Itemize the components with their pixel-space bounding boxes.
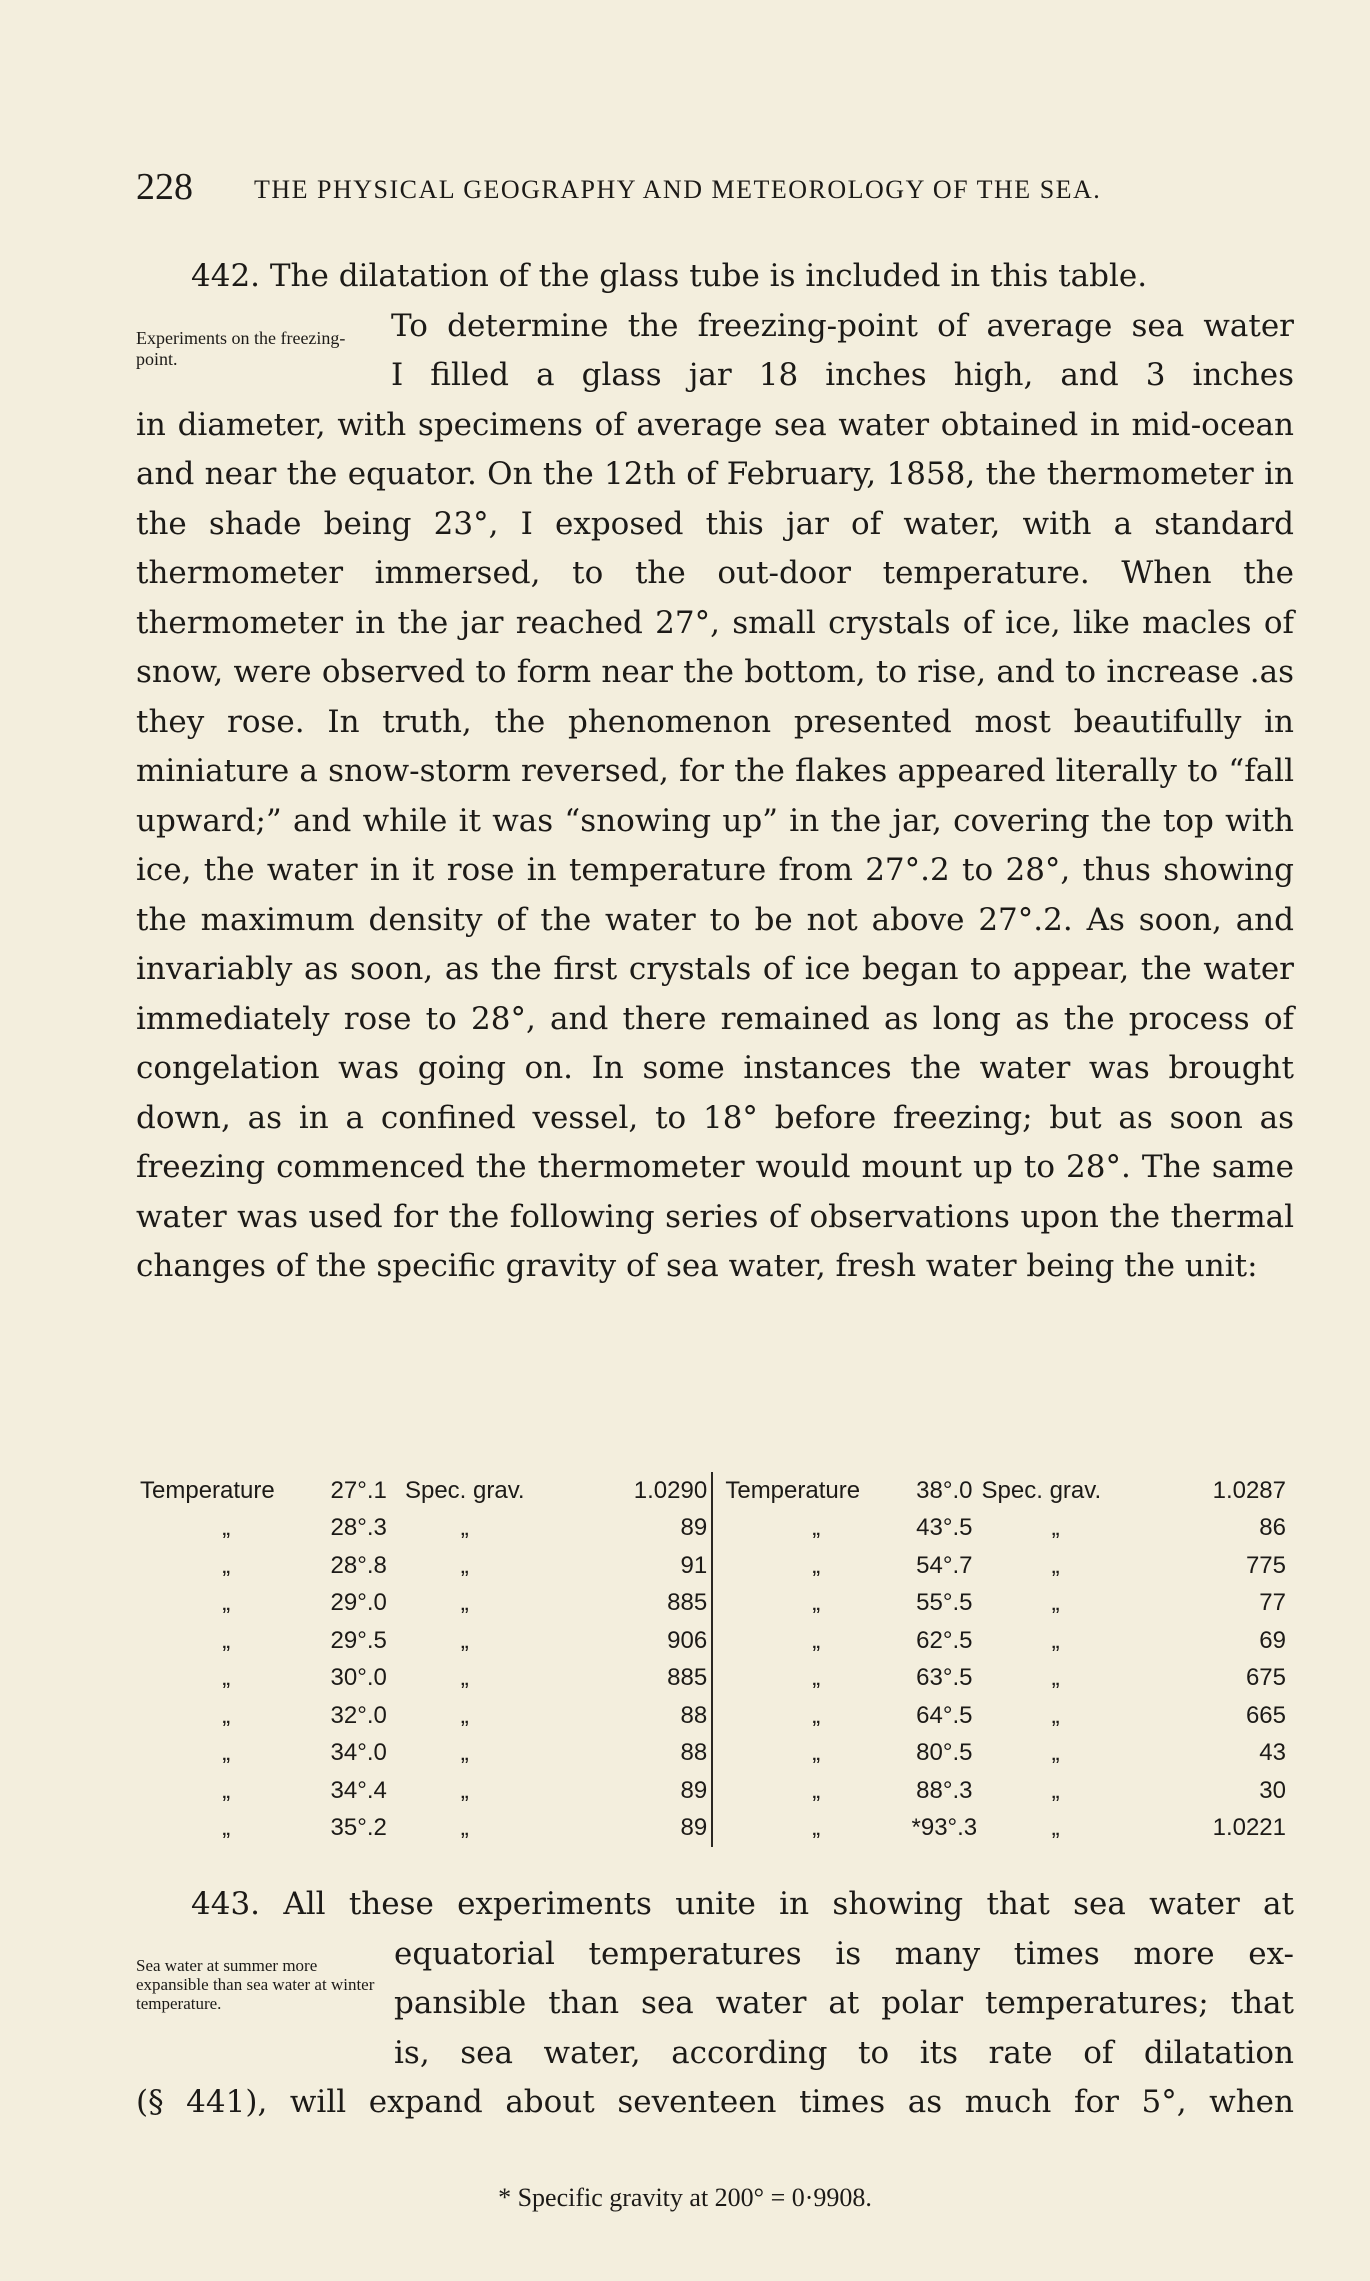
left-ditto-mark: „ (222, 1701, 231, 1729)
right-temperature-label: Temperature (725, 1476, 861, 1504)
paragraph-443-line-1: 443. All these experiments unite in showing that sea water at (191, 1886, 1294, 1922)
right-spec-grav-value: 86 (1259, 1514, 1286, 1542)
left-ditto-mark: „ (222, 1776, 231, 1804)
footnote: * Specific gravity at 200° = 0·9908. (498, 2183, 872, 2212)
left-ditto-mark: „ (222, 1739, 231, 1767)
left-temperature-label: Temperature (140, 1476, 275, 1504)
column-divider (712, 1772, 725, 1810)
left-ditto-mark: „ (460, 1739, 469, 1767)
left-temperature-value: 28°.8 (330, 1551, 387, 1579)
left-ditto-mark: „ (460, 1814, 469, 1842)
right-temperature-value: 63°.5 (916, 1664, 973, 1692)
specific-gravity-table (140, 1472, 1290, 1847)
right-temperature-value: 62°.5 (916, 1626, 973, 1654)
column-divider (712, 1585, 725, 1623)
paragraph-442 (136, 252, 1294, 1292)
left-spec-grav-value: 1.0290 (633, 1476, 708, 1504)
left-spec-grav-value: 906 (667, 1626, 708, 1654)
left-temperature-value: 30°.0 (330, 1664, 387, 1692)
left-ditto-mark: „ (460, 1776, 469, 1804)
right-temperature-value: 80°.5 (916, 1739, 973, 1767)
page-header (136, 165, 1286, 211)
right-spec-grav-value: 77 (1259, 1589, 1286, 1617)
left-spec-grav-value: 885 (667, 1664, 708, 1692)
left-ditto-mark: „ (222, 1664, 231, 1692)
left-temperature-value: 29°.0 (330, 1589, 387, 1617)
page-number: 228 (136, 166, 193, 208)
right-spec-grav-value: 775 (1245, 1551, 1286, 1579)
right-temperature-value: 55°.5 (916, 1589, 973, 1617)
left-temperature-value: 34°.0 (330, 1739, 387, 1767)
table-row (140, 1660, 1290, 1698)
paragraph-442-line-2: To determine the freezing-point of average sea water (391, 307, 1294, 344)
right-ditto-mark: „ (1051, 1701, 1060, 1729)
table-row (140, 1622, 1290, 1660)
right-ditto-mark: „ (1051, 1814, 1060, 1842)
table-row (140, 1772, 1290, 1810)
left-spec-grav-value: 91 (680, 1551, 708, 1579)
right-ditto-mark: „ (812, 1514, 821, 1542)
right-temperature-value: 64°.5 (916, 1701, 973, 1729)
left-ditto-mark: „ (460, 1589, 469, 1617)
column-divider (712, 1660, 725, 1698)
column-divider (712, 1735, 725, 1773)
right-spec-grav-value: 69 (1259, 1626, 1286, 1654)
right-spec-grav-value: 1.0221 (1212, 1814, 1286, 1842)
left-spec-grav-value: 885 (667, 1589, 708, 1617)
right-ditto-mark: „ (812, 1626, 821, 1654)
table-row (140, 1735, 1290, 1773)
table-row (140, 1810, 1290, 1848)
right-spec-grav-value: 43 (1259, 1739, 1286, 1767)
right-spec-grav-value: 675 (1245, 1664, 1286, 1692)
right-ditto-mark: „ (812, 1701, 821, 1729)
right-ditto-mark: „ (1051, 1626, 1060, 1654)
paragraph-443-line-2: equatorial temperatures is many times more ex- (394, 1935, 1294, 1972)
table-row (140, 1585, 1290, 1623)
left-ditto-mark: „ (222, 1589, 231, 1617)
column-divider (712, 1472, 725, 1510)
right-ditto-mark: „ (1051, 1589, 1060, 1617)
paragraph-442-body: in diameter, with specimens of average sea water obtained in mid-ocean and near the equator. On the 12th of February, 1858, the thermometer in the shade being 23°, I exposed this jar of water, with a standard thermometer immersed, to the out-door temperature. When the thermometer in the jar reached 27°, small crystals of ice, like macles of snow, were observed to form near the bottom, to rise, and to increase .as they rose. In truth, the phenomenon presented most beautifully in miniature a snow-storm reversed, for the flakes appeared literally to “fall upward;” and while it was “snowing up” in the jar, covering the top with ice, the water in it rose in temperature from 27°.2 to 28°, thus showing the maximum density of the water to be not above 27°.2. As soon, and invariably as soon, as the first crystals of ice began to appear, the water immediately rose to 28°, and there remained as long as the process of congelation was going on. In some instances the water was brought down, as in a confined vessel, to 18° before freezing; but as soon as freezing commenced the thermometer would mount up to 28°. The same water was used for the following series of observations upon the thermal changes of the specific gravity of sea water, fresh water being the unit: (136, 406, 1294, 1284)
right-ditto-mark: „ (812, 1814, 821, 1842)
right-temperature-value: 38°.0 (916, 1476, 973, 1504)
left-ditto-mark: „ (460, 1664, 469, 1692)
left-ditto-mark: „ (222, 1551, 231, 1579)
table-row (140, 1472, 1290, 1510)
column-divider (712, 1697, 725, 1735)
right-spec-grav-value: 30 (1259, 1776, 1286, 1804)
left-temperature-value: 35°.2 (330, 1814, 387, 1842)
paragraph-443-line-4: is, sea water, according to its rate of dilatation (394, 2034, 1294, 2071)
left-temperature-value: 29°.5 (330, 1626, 387, 1654)
paragraph-442-line-3: I filled a glass jar 18 inches high, and 3 inches (391, 357, 1294, 393)
column-divider (712, 1510, 725, 1548)
right-ditto-mark: „ (1051, 1551, 1060, 1579)
left-ditto-mark: „ (460, 1514, 469, 1542)
right-ditto-mark: „ (1051, 1776, 1060, 1804)
left-ditto-mark: „ (460, 1701, 469, 1729)
paragraph-443 (136, 1880, 1294, 2128)
left-ditto-mark: „ (222, 1514, 231, 1542)
right-ditto-mark: „ (812, 1589, 821, 1617)
column-divider (712, 1547, 725, 1585)
right-spec-grav-value: 1.0287 (1212, 1476, 1286, 1504)
right-spec-grav-value: 665 (1245, 1701, 1286, 1729)
left-spec-grav-value: 88 (680, 1739, 708, 1767)
left-temperature-value: 28°.3 (330, 1514, 387, 1542)
right-temperature-value: 54°.7 (916, 1551, 973, 1579)
right-ditto-mark: „ (812, 1664, 821, 1692)
column-divider (712, 1622, 725, 1660)
left-spec-grav-value: 89 (680, 1814, 708, 1842)
right-spec-grav-label: Spec. grav. (981, 1476, 1102, 1504)
left-ditto-mark: „ (222, 1626, 231, 1654)
right-ditto-mark: „ (812, 1551, 821, 1579)
table-row (140, 1697, 1290, 1735)
paragraph-443-line-3: pansible than sea water at polar temperatures; that (394, 1985, 1294, 2021)
right-temperature-value: 88°.3 (916, 1776, 973, 1804)
table-row (140, 1547, 1290, 1585)
right-ditto-mark: „ (1051, 1664, 1060, 1692)
left-temperature-value: 34°.4 (330, 1776, 387, 1804)
column-divider (712, 1810, 725, 1848)
paragraph-443-line-5: (§ 441), will expand about seventeen times as much for 5°, when (136, 2084, 1294, 2120)
right-ditto-mark: „ (1051, 1514, 1060, 1542)
table-row (140, 1510, 1290, 1548)
right-ditto-mark: „ (1051, 1739, 1060, 1767)
left-temperature-value: 32°.0 (330, 1701, 387, 1729)
left-spec-grav-value: 89 (680, 1776, 708, 1804)
left-ditto-mark: „ (460, 1551, 469, 1579)
paragraph-442-line-1: 442. The dilatation of the glass tube is included in this table. (191, 258, 1148, 294)
right-ditto-mark: „ (812, 1739, 821, 1767)
left-temperature-value: 27°.1 (330, 1476, 387, 1504)
right-temperature-value: *93°.3 (911, 1814, 978, 1842)
left-ditto-mark: „ (222, 1814, 231, 1842)
running-title: THE PHYSICAL GEOGRAPHY AND METEOROLOGY OF THE SEA. (254, 175, 1102, 204)
right-temperature-value: 43°.5 (916, 1514, 973, 1542)
left-spec-grav-value: 89 (680, 1514, 708, 1542)
left-spec-grav-label: Spec. grav. (404, 1476, 525, 1504)
right-ditto-mark: „ (812, 1776, 821, 1804)
left-spec-grav-value: 88 (680, 1701, 708, 1729)
left-ditto-mark: „ (460, 1626, 469, 1654)
sidenote-experiments: Experiments on the freezing-point. (136, 328, 346, 369)
sidenote-sea-water: Sea water at summer more expansible than sea water at winter temperature. (136, 1956, 375, 2013)
